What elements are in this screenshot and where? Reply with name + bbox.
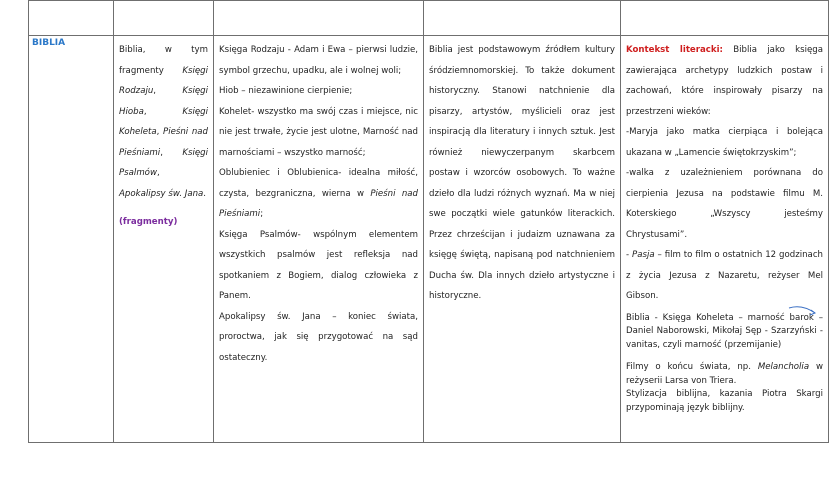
table-row-biblia (29, 36, 829, 443)
works-text: Biblia, w tym fragmenty Księgi Rodzaju, Księgi Hioba, Księgi Koheleta, Pieśni nad Pieśniami, Księgi Psalmów, Apokalipsy św. Jana. (119, 45, 208, 199)
context-cell (621, 36, 829, 443)
content-entry: Księga Psalmów- wspólnym elementem wszystkich psalmów jest refleksja nad spotkaniem z Bogiem, dialog człowieka z Panem. (219, 229, 418, 301)
content-cell (214, 36, 424, 443)
note-baroque: Biblia - Księga Koheleta – marność barok – Daniel Naborowski, Mikołaj Sęp - Szarzyński - vanitas, czyli marność (przemijanie) (626, 312, 823, 350)
empty-cell (29, 1, 114, 36)
literature-table (28, 0, 829, 443)
empty-cell (214, 1, 424, 36)
title-cell (29, 36, 114, 443)
section-title: BIBLIA (32, 38, 66, 48)
context-bullet: - Pasja – film to film o ostatnich 12 godzinach z życia Jezusa z Nazaretu, reżyser Mel Gibson. (626, 250, 823, 301)
significance-text: Biblia jest podstawowym źródłem kultury śródziemnomorskiej. To także dokument historyczny. Stanowi natchnienie dla pisarzy, artystów, myślicieli oraz jest inspiracją dla literatury i innych sztuk. Jest również niewyczerpanym skarbcem postaw i wzorców osobowych. To ważne dzieło dla ludzi różnych wyznań. Ma w niej swe początki wiele gatunków literackich. Przez chrześcijan i judaizm uznawana za księgę świętą, napisaną pod natchnieniem Ducha św. Dla innych dzieło artystyczne i historyczne. (429, 45, 615, 301)
context-bullet: -Maryja jako matka cierpiąca i bolejąca ukazana w „Lamencie świętokrzyskim”; (626, 127, 823, 158)
context-label: Kontekst literacki: (626, 45, 723, 55)
content-entry: Apokalipsy św. Jana – koniec świata, proroctwa, jak się przygotować na sąd ostateczny. (219, 311, 418, 363)
content-entry: Księga Rodzaju - Adam i Ewa – pierwsi ludzie, symbol grzechu, upadku, ale i wolnej woli; (219, 45, 418, 76)
note-films: Filmy o końcu świata, np. Melancholia w reżyserii Larsa von Triera. Stylizacja biblijna, kazania Piotra Skargi przypominają język biblijny. (626, 362, 823, 413)
content-list (214, 36, 423, 368)
table-row-empty (29, 1, 829, 36)
context-bullet: -walka z uzależnieniem porównana do cierpienia Jezusa na podstawie filmu M. Koterskiego „Wszyscy jesteśmy Chrystusami”. (626, 168, 823, 240)
significance-cell (424, 36, 621, 443)
arrow-right-icon (788, 304, 818, 318)
works-cell (114, 36, 214, 443)
empty-cell (621, 1, 829, 36)
context-paragraph (626, 40, 823, 122)
content-entry: Kohelet- wszystko ma swój czas i miejsce, nic nie jest trwałe, życie jest ulotne, Marność nad marnościami – wszystko marność; (219, 106, 418, 158)
context-bullets (626, 122, 823, 307)
fragments-label: (fragmenty) (119, 217, 178, 227)
empty-cell (114, 1, 214, 36)
context-text: Biblia jako księga zawierająca archetypy ludzkich postaw i zachowań, które inspirowały pisarzy na przestrzeni wieków: (626, 45, 823, 117)
empty-cell (424, 1, 621, 36)
content-entry: Oblubieniec i Oblubienica- idealna miłość, czysta, bezgraniczna, wierna w Pieśni nad Pieśniami; (219, 168, 418, 219)
content-entry: Hiob – niezawinione cierpienie; (219, 86, 353, 96)
